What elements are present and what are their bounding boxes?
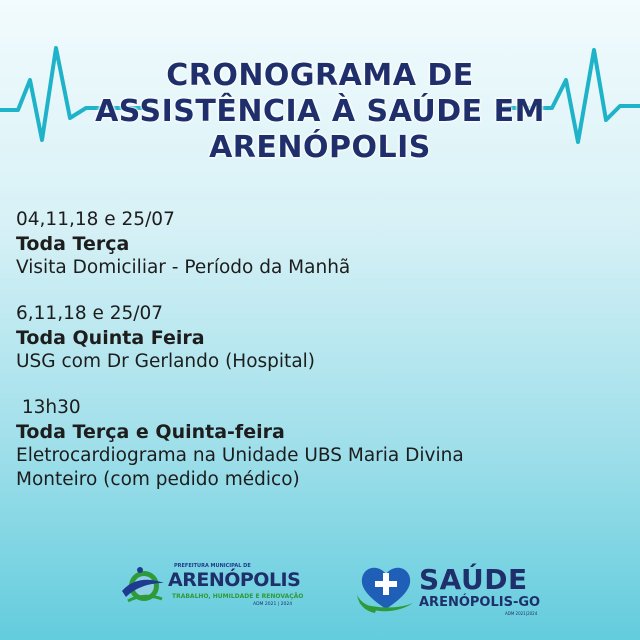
prefeitura-name: ARENÓPOLIS [168, 569, 301, 591]
schedule-dates: 6,11,18 e 25/07 [16, 303, 164, 324]
heart-cross-icon [355, 557, 417, 619]
schedule-item [16, 208, 616, 280]
prefeitura-slogan: TRABALHO, HUMILDADE E RENOVAÇÃO [172, 593, 304, 600]
saude-logo [355, 557, 555, 619]
prefeitura-logo [118, 561, 308, 611]
schedule-dates: 04,11,18 e 25/07 [16, 209, 175, 230]
title-line-2: ASSISTÊNCIA À SAÚDE EM [95, 94, 545, 129]
schedule-description [16, 444, 616, 492]
schedule-description-line: USG com Dr Gerlando (Hospital) [16, 351, 316, 372]
schedule-description [16, 256, 616, 280]
schedule-list [16, 208, 616, 514]
saude-subtitle: ARENÓPOLIS-GO [419, 595, 541, 610]
schedule-description-line: Visita Domiciliar - Período da Manhã [16, 257, 351, 278]
schedule-description [16, 350, 616, 374]
schedule-item [16, 302, 616, 374]
schedule-day: Toda Quinta Feira [16, 327, 205, 349]
saude-name: SAÚDE [419, 563, 528, 596]
title-line-3: ARENÓPOLIS [209, 130, 431, 165]
schedule-description-line: Monteiro (com pedido médico) [16, 469, 300, 490]
page-title [60, 58, 580, 166]
schedule-item [16, 396, 616, 492]
schedule-description-line: Eletrocardiograma na Unidade UBS Maria Divina [16, 445, 464, 466]
title-line-1: CRONOGRAMA DE [166, 58, 474, 93]
footer-logos [0, 555, 640, 625]
prefeitura-small-text: PREFEITURA MUNICIPAL DE [174, 563, 251, 569]
schedule-dates: 13h30 [16, 397, 81, 418]
prefeitura-admin: ADM 2021 | 2024 [253, 602, 293, 607]
saude-admin: ADM 2021|2024 [505, 611, 538, 616]
schedule-day: Toda Terça [16, 233, 130, 255]
schedule-day: Toda Terça e Quinta-feira [16, 421, 285, 443]
globe-logo-icon [118, 561, 168, 611]
